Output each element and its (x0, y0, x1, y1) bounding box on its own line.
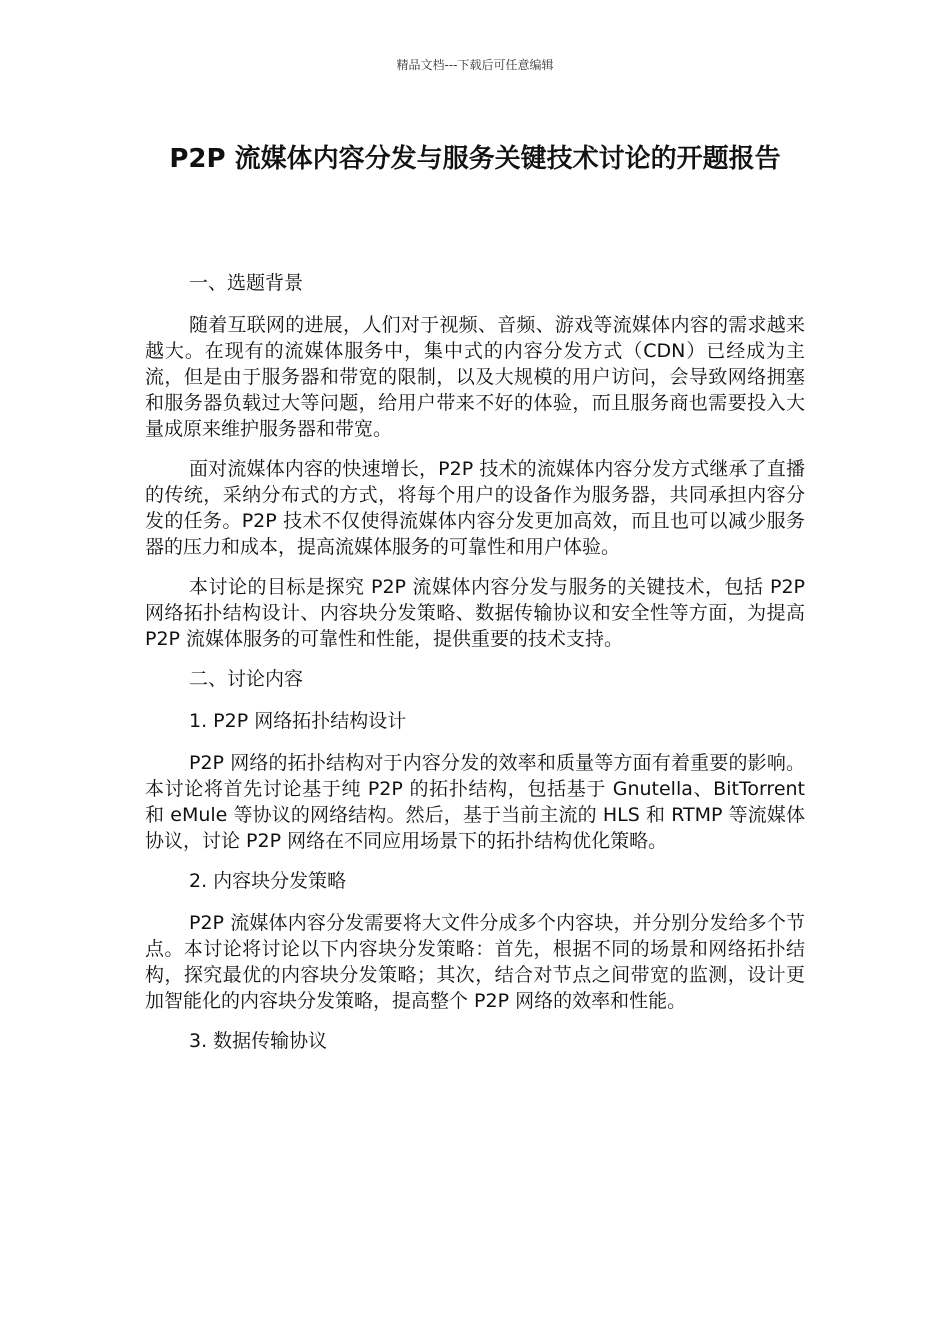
paragraph-background-1: 随着互联网的进展，人们对于视频、音频、游戏等流媒体内容的需求越来越大。在现有的流媒体服务中，集中式的内容分发方式（CDN）已经成为主流，但是由于服务器和带宽的限制，以及大规模的用户访问，会导致网络拥塞和服务器负载过大等问题，给用户带来不好的体验，而且服务商也需要投入大量成原来维护服务器和带宽。 (145, 314, 805, 440)
section-heading-background: 一、选题背景 (189, 272, 304, 294)
paragraph-background-3: 本讨论的目标是探究 P2P 流媒体内容分发与服务的关键技术，包括 P2P 网络拓扑结构设计、内容块分发策略、数据传输协议和安全性等方面，为提高 P2P 流媒体服务的可靠性和性能，提供重要的技术支持。 (145, 576, 805, 650)
paragraph-topology: P2P 网络的拓扑结构对于内容分发的效率和质量等方面有着重要的影响。本讨论将首先讨论基于纯 P2P 的拓扑结构，包括基于 Gnutella、BitTorrent 和 eMule 等协议的网络结构。然后，基于当前主流的 HLS 和 RTMP 等流媒体协议，讨论 P2P 网络在不同应用场景下的拓扑结构优化策略。 (145, 752, 805, 852)
section-heading-content: 二、讨论内容 (189, 668, 304, 690)
subsection-heading-chunk-strategy: 2. 内容块分发策略 (189, 870, 347, 892)
document-title: P2P 流媒体内容分发与服务关键技术讨论的开题报告 (169, 144, 781, 174)
document-body (145, 270, 805, 1070)
subsection-heading-topology: 1. P2P 网络拓扑结构设计 (189, 710, 407, 732)
subsection-heading-transfer-protocol: 3. 数据传输协议 (189, 1030, 328, 1052)
paragraph-chunk-strategy: P2P 流媒体内容分发需要将大文件分成多个内容块，并分别分发给多个节点。本讨论将讨论以下内容块分发策略：首先，根据不同的场景和网络拓扑结构，探究最优的内容块分发策略；其次，结合对节点之间带宽的监测，设计更加智能化的内容块分发策略，提高整个 P2P 网络的效率和性能。 (145, 912, 805, 1012)
paragraph-background-2: 面对流媒体内容的快速增长，P2P 技术的流媒体内容分发方式继承了直播的传统，采纳分布式的方式，将每个用户的设备作为服务器，共同承担内容分发的任务。P2P 技术不仅使得流媒体内容分发更加高效，而且也可以减少服务器的压力和成本，提高流媒体服务的可靠性和用户体验。 (145, 458, 805, 558)
header-note: 精品文档---下载后可任意编辑 (396, 58, 554, 72)
